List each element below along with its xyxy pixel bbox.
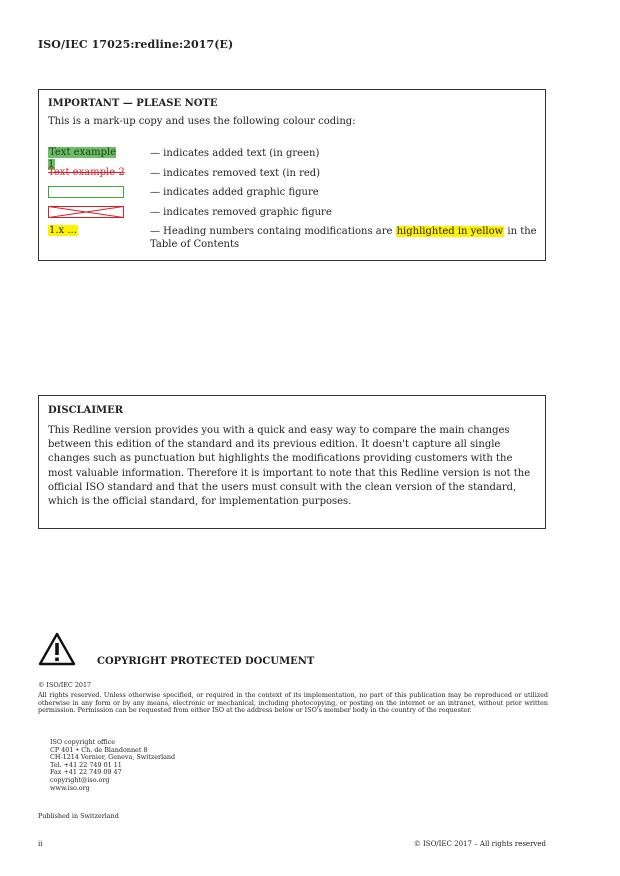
address-line: Fax +41 22 749 09 47 bbox=[50, 768, 122, 777]
legend-desc: — indicates added text (in green) bbox=[150, 148, 320, 159]
legend-desc: — indicates removed text (in red) bbox=[150, 168, 321, 179]
copyright-title: COPYRIGHT PROTECTED DOCUMENT bbox=[97, 656, 315, 667]
legend-desc: — indicates removed graphic figure bbox=[150, 207, 332, 218]
highlight-sample: 1.x ... bbox=[49, 225, 77, 236]
important-intro: This is a mark-up copy and uses the following colour coding: bbox=[48, 116, 356, 127]
iso-address bbox=[50, 739, 175, 792]
page-number: ii bbox=[38, 840, 43, 848]
published-location: Published in Switzerland bbox=[38, 812, 119, 820]
footer-rights: © ISO/IEC 2017 – All rights reserved bbox=[413, 840, 546, 848]
important-note-box bbox=[38, 89, 546, 261]
removed-figure-sample bbox=[48, 206, 124, 218]
disclaimer-box bbox=[38, 395, 546, 529]
copyright-notice: © ISO/IEC 2017 bbox=[38, 681, 92, 689]
removed-text-sample: Text example 2 bbox=[48, 167, 125, 178]
legend-desc: — indicates added graphic figure bbox=[150, 187, 319, 198]
document-id: ISO/IEC 17025:redline:2017(E) bbox=[38, 38, 234, 51]
legend-desc: — Heading numbers containg modifications are highlighted in yellow in the Table of Contents bbox=[150, 226, 537, 250]
website-link[interactable]: www.iso.org bbox=[50, 783, 90, 792]
important-title: IMPORTANT — PLEASE NOTE bbox=[48, 98, 218, 109]
rights-statement: All rights reserved. Unless otherwise specified, or required in the context of its implementation, no part of this publication may be reproduced or utilized otherwise in any form or by any means, electronic or mechanical, including photocopying, or posting on the internet or an intranet, without prior written permission. Permission can be requested from either ISO at the address below or ISO's member body in the country of the requester. bbox=[38, 691, 548, 715]
disclaimer-text: This Redline version provides you with a quick and easy way to compare the main changes between this edition of the standard and its previous edition. It doesn't capture all single changes such as punctuation but highlights the modifications providing customers with the most valuable information. Therefore it is important to note that this Redline version is not the official ISO standard and that the users must consult with the clean version of the standard, which is the official standard, for implementation purposes. bbox=[48, 425, 531, 508]
highlighted-phrase: highlighted in yellow bbox=[396, 226, 504, 237]
disclaimer-title: DISCLAIMER bbox=[48, 405, 123, 416]
address-line: ISO copyright office bbox=[50, 738, 115, 746]
added-figure-sample bbox=[48, 186, 124, 198]
address-line: Tel. +41 22 749 01 11 bbox=[50, 760, 122, 769]
email-link[interactable]: copyright@iso.org bbox=[50, 775, 110, 784]
warning-icon bbox=[38, 632, 76, 666]
address-line: CP 401 • Ch. de Blandonnet 8 bbox=[50, 745, 148, 754]
added-text-sample: Text example 1 bbox=[48, 147, 117, 170]
address-line: CH-1214 Vernier, Geneva, Switzerland bbox=[50, 753, 176, 762]
